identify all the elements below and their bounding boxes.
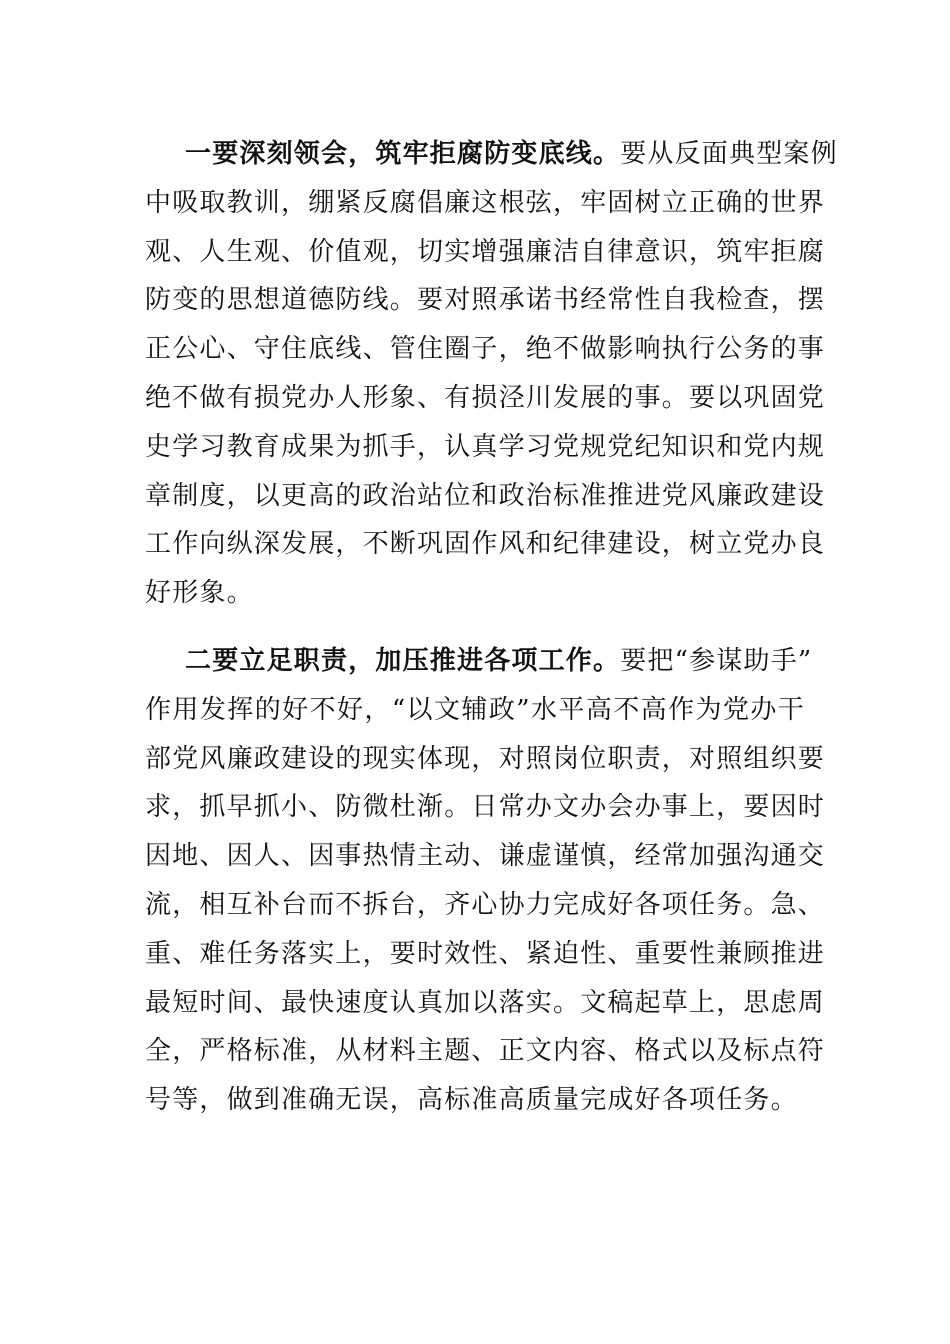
paragraph-text: 要从反面典型案例 [620, 139, 838, 169]
paragraph-line: 史学习教育成果为抓手，认真学习党规党纪知识和党内规 [145, 431, 826, 462]
paragraph-line: 绝不做有损党办人形象、有损泾川发展的事。要以巩固党 [145, 382, 826, 413]
paragraph-line: 中吸取教训，绷紧反腐倡廉这根弦，牢固树立正确的世界 [145, 187, 826, 218]
paragraph-line: 号等，做到准确无误，高标准高质量完成好各项任务。 [145, 1085, 798, 1116]
paragraph-line: 防变的思想道德防线。要对照承诺书经常性自我检查，摆 [145, 285, 826, 316]
paragraph-heading: 二要立足职责，加压推进各项工作。 [185, 646, 621, 676]
paragraph-heading: 一要深刻领会，筑牢拒腐防变底线。 [185, 139, 621, 169]
paragraph-line: 全，严格标准，从材料主题、正文内容、格式以及标点符 [145, 1036, 826, 1067]
paragraph-1 [145, 130, 838, 618]
paragraph-line: 求，抓早抓小、防微杜渐。日常办文办会办事上，要因时 [145, 792, 826, 823]
paragraph-line: 流，相互补台而不拆台，齐心协力完成好各项任务。急、 [145, 889, 826, 920]
paragraph-line: 因地、因人、因事热情主动、谦虚谨慎，经常加强沟通交 [145, 841, 826, 872]
paragraph-line [145, 637, 813, 686]
paragraph-line: 观、人生观、价值观，切实增强廉洁自律意识，筑牢拒腐 [145, 236, 826, 267]
paragraph-text: 要把“参谋助手” [620, 646, 813, 676]
paragraph-line: 工作向纵深发展，不断巩固作风和纪律建设，树立党办良 [145, 529, 826, 560]
paragraph-line: 好形象。 [145, 578, 254, 609]
paragraph-line: 章制度，以更高的政治站位和政治标准推进党风廉政建设 [145, 480, 826, 511]
paragraph-line [145, 130, 838, 179]
paragraph-2 [145, 637, 826, 1125]
paragraph-line: 最短时间、最快速度认真加以落实。文稿起草上，思虑周 [145, 987, 826, 1018]
paragraph-line: 作用发挥的好不好，“以文辅政”水平高不高作为党办干 [145, 694, 805, 725]
paragraph-line: 重、难任务落实上，要时效性、紧迫性、重要性兼顾推进 [145, 938, 826, 969]
paragraph-line: 正公心、守住底线、管住圈子，绝不做影响执行公务的事 [145, 334, 826, 365]
paragraph-line: 部党风廉政建设的现实体现，对照岗位职责，对照组织要 [145, 743, 826, 774]
